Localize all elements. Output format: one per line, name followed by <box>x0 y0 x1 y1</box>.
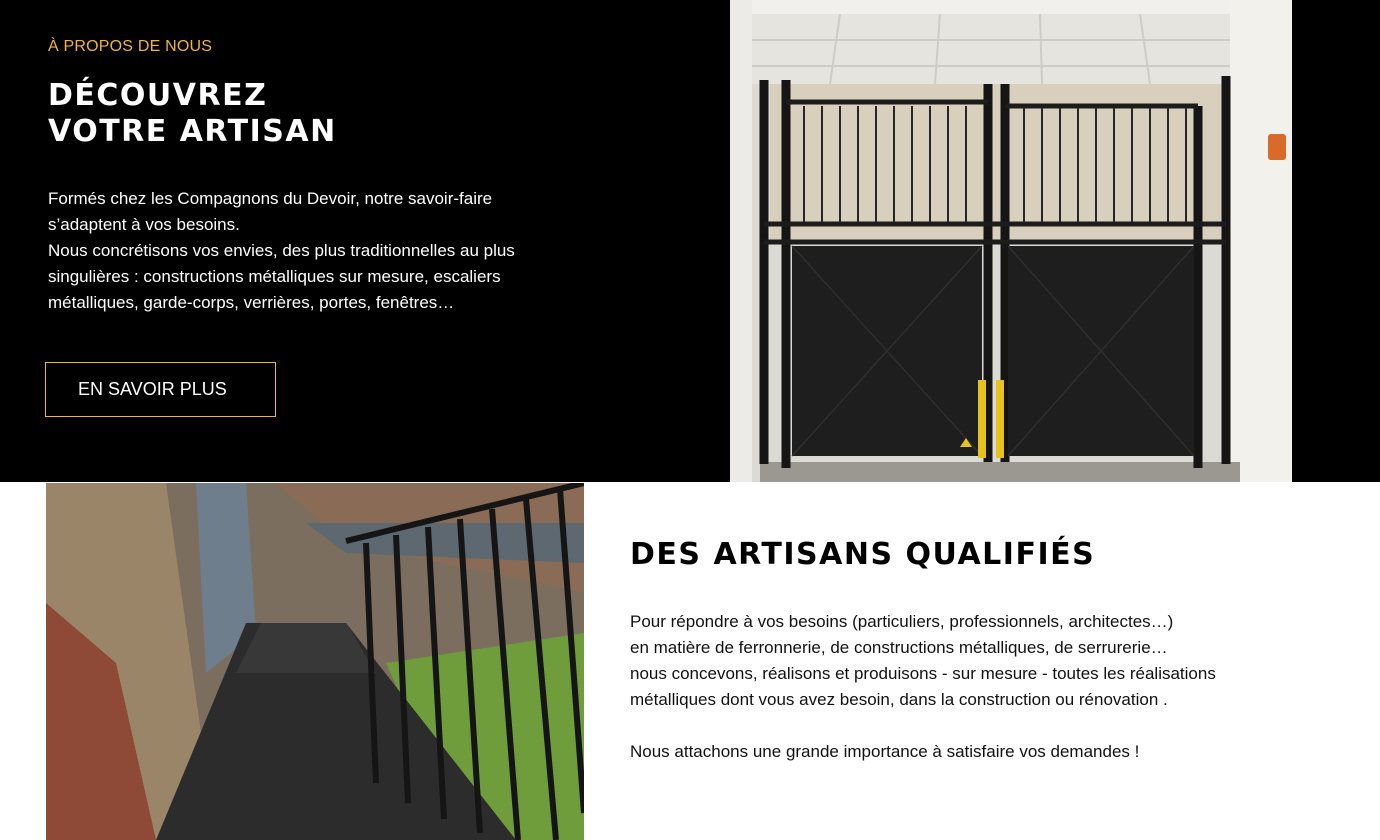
gate-photo <box>730 0 1292 482</box>
title-line-2: VOTRE ARTISAN <box>48 114 337 149</box>
about-line: métalliques, garde-corps, verrières, portes, fenêtres… <box>48 293 455 312</box>
page-title <box>48 78 337 150</box>
section-eyebrow: À PROPOS DE NOUS <box>48 38 213 55</box>
balcony-photo-illustration <box>46 483 584 840</box>
qualified-line: métalliques dont vous avez besoin, dans la construction ou rénovation . <box>630 690 1168 709</box>
about-line: s’adaptent à vos besoins. <box>48 215 240 234</box>
qualified-title: DES ARTISANS QUALIFIÉS <box>630 537 1096 572</box>
balcony-photo <box>46 483 584 840</box>
paragraph-spacer <box>630 713 1310 739</box>
qualified-line: nous concevons, réalisons et produisons - sur mesure - toutes les réalisations <box>630 664 1216 683</box>
about-line: Formés chez les Compagnons du Devoir, notre savoir-faire <box>48 189 493 208</box>
about-line: singulières : constructions métalliques sur mesure, escaliers <box>48 267 501 286</box>
qualified-paragraph <box>630 609 1310 765</box>
title-line-1: DÉCOUVREZ <box>48 78 268 113</box>
qualified-line: en matière de ferronnerie, de constructions métalliques, de serrurerie… <box>630 638 1168 657</box>
learn-more-button[interactable]: EN SAVOIR PLUS <box>45 362 276 417</box>
gate-photo-illustration <box>730 0 1292 482</box>
about-line: Nous concrétisons vos envies, des plus traditionnelles au plus <box>48 241 515 260</box>
qualified-closing: Nous attachons une grande importance à satisfaire vos demandes ! <box>630 742 1140 761</box>
qualified-line: Pour répondre à vos besoins (particuliers, professionnels, architectes…) <box>630 612 1174 631</box>
about-paragraph <box>48 186 568 316</box>
